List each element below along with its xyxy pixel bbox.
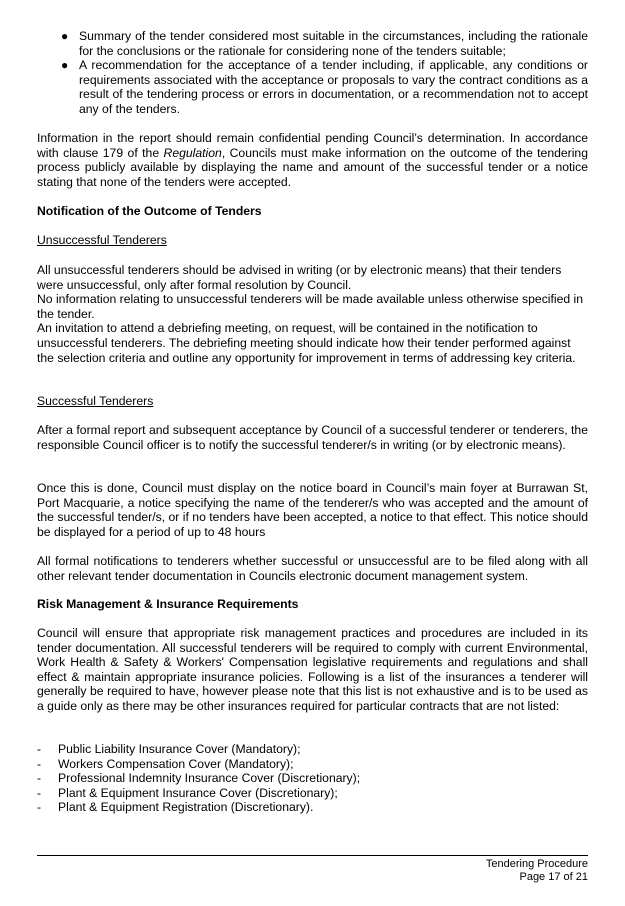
footer-title: Tendering Procedure [485, 858, 588, 870]
report-bullet-list [37, 29, 588, 117]
unsuccessful-heading: Unsuccessful Tenderers [37, 233, 167, 247]
confidential-paragraph [37, 131, 588, 189]
successful-p1: After a formal report and subsequent acceptance by Council of a successful tenderer or tenderers, the responsible Council officer is to notify the successful tenderer/s in writing (or by electronic means). [37, 423, 588, 452]
confidential-text-2: , Councils must make information on the outcome of the tendering process publicly available by displaying the name and amount of the successful tender or a notice stating that none of the tenders were accepted. [37, 145, 588, 189]
dash-icon: - [37, 785, 42, 800]
list-item [37, 757, 588, 772]
dash-icon: - [37, 800, 42, 815]
risk-p1: Council will ensure that appropriate risk management practices and procedures are included in its tender documentation. All successful tenderers will be required to comply with current Environmental, Work Health & Safety & Workers' Compensation legislative requirements and regulations and shall effect & maintain appropriate insurance policies. Following is a list of the insurances a tenderer will generally be required to have, however please note that this list is not exhaustive and is to be used as a guide only as there may be other insurances required for particular contracts that are not listed: [37, 626, 588, 713]
notification-heading: Notification of the Outcome of Tenders [37, 204, 262, 218]
footer-divider [37, 855, 588, 856]
unsuccessful-section [37, 263, 588, 365]
unsuccessful-p3: An invitation to attend a debriefing meeting, on request, will be contained in the notification to unsuccessful tenderers. The debriefing meeting should indicate how their tender performed against the selection criteria and outline any opportunity for improvement in terms of addressing key criteria. [37, 321, 576, 365]
bullet-dot-icon: ● [61, 29, 69, 43]
list-item [37, 742, 588, 757]
list-item [37, 771, 588, 786]
dash-icon: - [37, 771, 42, 786]
unsuccessful-p2: No information relating to unsuccessful tenderers will be made available unless otherwise specified in the tender. [37, 292, 584, 321]
insurance-item: Plant & Equipment Registration (Discretionary). [58, 800, 314, 815]
insurance-item: Public Liability Insurance Cover (Mandatory); [58, 742, 301, 756]
risk-heading: Risk Management & Insurance Requirements [37, 597, 299, 611]
list-item [37, 786, 588, 801]
bullet-text: Summary of the tender considered most suitable in the circumstances, including the rationale for the conclusions or the rationale for considering none of the tenders suitable; [79, 29, 588, 58]
footer-page-number: Page 17 of 21 [519, 870, 588, 883]
insurance-item: Plant & Equipment Insurance Cover (Discretionary); [58, 785, 338, 800]
confidential-text-1: Information in the report should remain confidential pending Council’s determination. In accordance with clause 179 of the [37, 131, 588, 160]
dash-icon: - [37, 742, 42, 756]
insurance-list [37, 742, 588, 815]
list-item [37, 800, 588, 815]
bullet-text: A recommendation for the acceptance of a tender including, if applicable, any conditions or requirements associated with the acceptance or proposals to vary the contract conditions as a result of the tendering process or errors in documentation, or a recommendation not to accept any of the tenders. [79, 58, 588, 116]
insurance-item: Professional Indemnity Insurance Cover (Discretionary); [58, 771, 361, 786]
successful-p3: All formal notifications to tenderers whether successful or unsuccessful are to be filed along with all other relevant tender documentation in Councils electronic document management system. [37, 554, 588, 583]
unsuccessful-p1: All unsuccessful tenderers should be advised in writing (or by electronic means) that their tenders were unsuccessful, only after formal resolution by Council. [37, 263, 562, 292]
page-footer [486, 858, 588, 883]
successful-heading: Successful Tenderers [37, 394, 154, 408]
bullet-dot-icon: ● [61, 58, 69, 73]
bullet-item [37, 29, 588, 58]
insurance-item: Workers Compensation Cover (Mandatory); [58, 756, 294, 771]
successful-p2: Once this is done, Council must display on the notice board in Council’s main foyer at Burrawan St, Port Macquarie, a notice specifying the name of the tenderer/s who was accepted and the amount of the successful tender/s, or if no tenders have been accepted, a notice to that effect. This notice should be displayed for a period of up to 48 hours [37, 481, 588, 539]
dash-icon: - [37, 756, 42, 771]
regulation-italic: Regulation [163, 145, 222, 160]
bullet-item [37, 58, 588, 116]
